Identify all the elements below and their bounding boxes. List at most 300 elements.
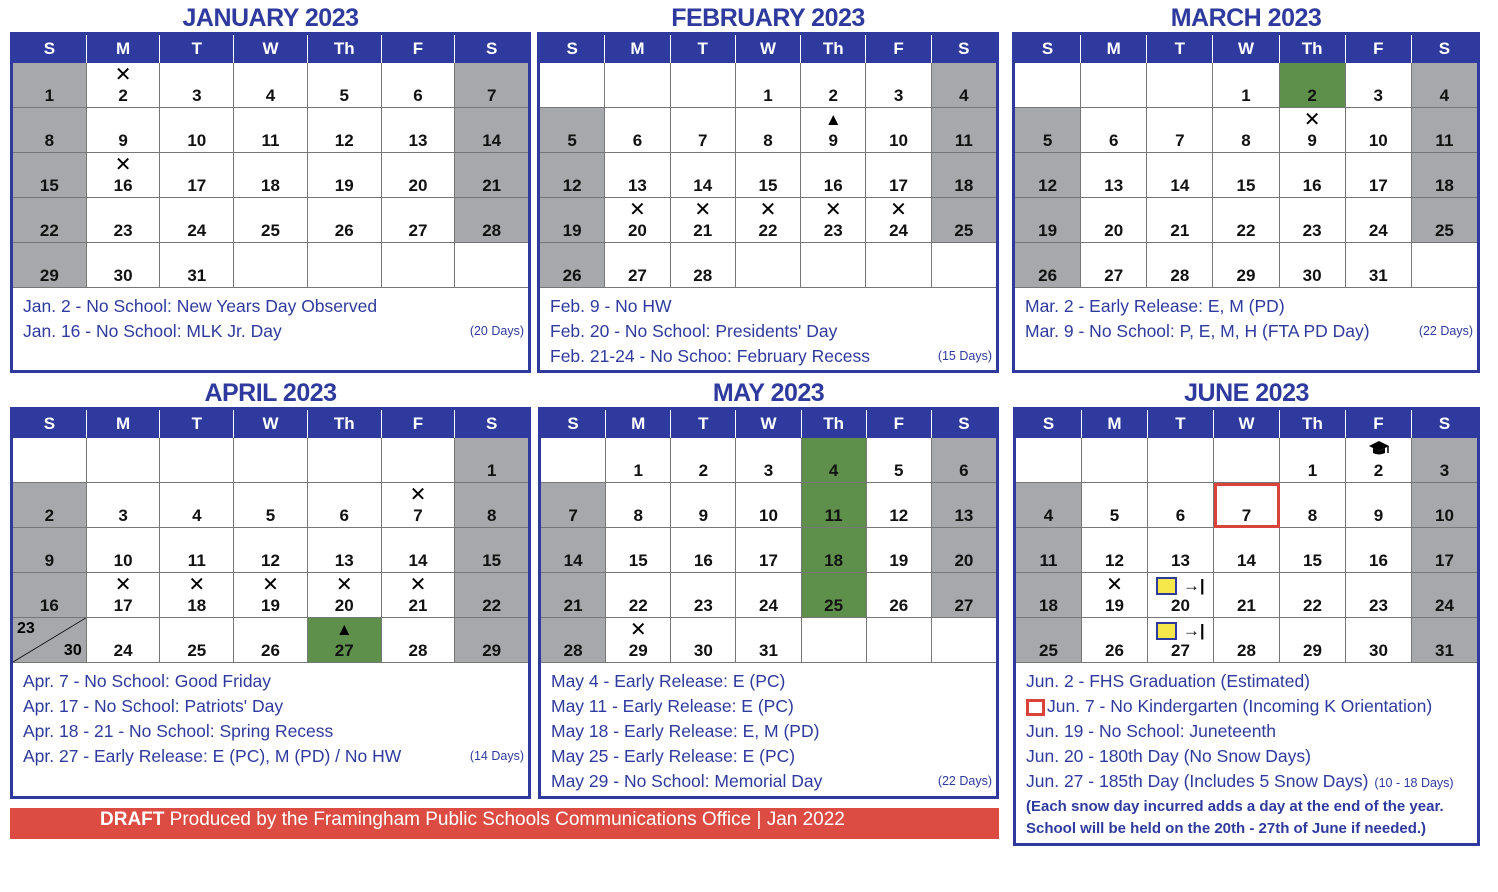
day-cell [234,198,308,243]
day-cell [455,243,528,288]
day-cell [932,108,996,153]
day-number: 18 [187,596,207,615]
day-number: 26 [562,266,582,285]
day-cell [87,243,161,288]
day-cell [87,153,161,198]
footer-banner [10,808,999,839]
red-square-icon [1026,699,1045,716]
weekday-header [1015,35,1477,63]
day-cell [1280,243,1346,288]
day-number: 30 [113,266,133,285]
day-number: 11 [954,131,973,150]
day-cell [1082,528,1148,573]
day-number: 21 [1237,596,1256,615]
note-line [551,744,986,769]
day-number: 8 [1307,506,1318,525]
week-row [13,483,528,528]
day-cell [671,573,736,618]
school-days-count: (10 - 18 Days) [1374,776,1454,790]
day-number: 9 [44,551,55,570]
day-cell [1346,108,1412,153]
weekday-header [13,410,528,438]
week-row [1015,108,1477,153]
day-number: 18 [1434,176,1454,195]
week-row [541,483,996,528]
week-row [1016,528,1477,573]
week-row [13,108,528,153]
weekday-label: W [736,35,801,63]
day-cell [382,243,456,288]
weekday-label: Th [1280,35,1346,63]
day-number: 1 [1241,86,1251,105]
day-number: 30 [693,641,713,660]
day-cell [1412,573,1477,618]
week-row [13,573,528,618]
day-number: 10 [113,551,133,570]
day-number: 28 [1237,641,1256,660]
day-number: 8 [633,506,643,525]
day-number: 4 [1439,86,1450,105]
day-number: 13 [1104,176,1124,195]
day-cell [671,108,736,153]
no-school-x-icon: ✕ [824,199,842,221]
day-cell [1280,108,1346,153]
day-cell [1213,63,1279,108]
weekday-label: S [1438,39,1451,58]
weekday-label: M [87,410,161,438]
day-cell [1214,438,1280,483]
day-cell [1214,618,1280,663]
weekday-label: S [1438,414,1451,433]
note-text: Jan. 2 - No School: New Years Day Observed [23,296,378,316]
day-cell [605,63,670,108]
day-number: 3 [1373,86,1383,105]
no-school-x-icon: ✕ [114,154,132,176]
note-line [1026,769,1467,796]
day-number: 18 [954,176,974,195]
day-cell [736,108,801,153]
school-days-count: (20 Days) [469,324,524,338]
day-cell [1346,528,1412,573]
week-row [1016,618,1477,663]
day-cell [308,108,382,153]
weekday-label: T [671,35,736,63]
day-number: 27 [334,641,354,660]
footer-draft-label: DRAFT [100,809,165,830]
weekday-label: S [486,414,498,433]
week-row [13,528,528,573]
day-cell [1081,153,1147,198]
day-number: 13 [408,131,428,150]
graduation-cap-icon [1346,440,1411,462]
day-cell [1346,618,1412,663]
month-title: MAY 2023 [712,379,825,407]
day-cell [606,483,671,528]
day-cell [1213,108,1279,153]
day-number: 20 [1104,221,1124,240]
day-number: 4 [828,461,839,480]
day-number: 31 [187,266,207,285]
day-cell [87,618,161,663]
day-number: 20 [408,176,428,195]
day-cell [866,108,931,153]
day-cell [1015,243,1081,288]
day-number: 6 [339,506,349,525]
day-cell [606,438,671,483]
note-text: Feb. 21-24 - No Schoo: February Recess [550,346,871,366]
day-cell [867,528,932,573]
day-cell [160,438,234,483]
day-cell [1214,483,1280,528]
day-cell [866,63,931,108]
day-cell [867,618,932,663]
day-number: 24 [1435,596,1454,615]
day-cell [1280,63,1346,108]
day-number: 11 [1039,551,1058,570]
day-cell [13,618,87,663]
day-cell [541,528,606,573]
day-cell [1081,108,1147,153]
day-cell [1346,483,1412,528]
day-number: 21 [693,221,713,240]
day-number: 3 [118,506,128,525]
day-number: 13 [334,551,354,570]
note-text: May 29 - No School: Memorial Day [551,771,823,791]
day-number: 12 [261,551,280,570]
week-row [1015,63,1477,108]
day-cell [1213,198,1279,243]
day-number: 7 [413,506,423,525]
day-number: 16 [39,596,59,615]
day-cell [308,618,382,663]
note-text: Jun. 2 - FHS Graduation (Estimated) [1026,671,1310,691]
day-number: 7 [697,131,708,150]
day-number: 5 [339,86,349,105]
day-number: 2 [1373,461,1384,480]
day-number: 7 [1175,131,1185,150]
day-number: 22 [482,596,502,615]
day-cell [87,108,161,153]
weekday-label: F [382,410,456,438]
day-number: 19 [562,221,582,240]
week-row [13,153,528,198]
day-number: 23 [693,596,713,615]
day-cell [1015,108,1081,153]
day-number: 21 [408,596,428,615]
school-days-count: (15 Days) [937,349,992,363]
day-cell [455,528,528,573]
day-number: 6 [1108,131,1119,150]
day-cell [382,63,456,108]
weekday-label: F [1346,410,1412,438]
day-cell [802,618,867,663]
note-text: Mar. 2 - Early Release: E, M (PD) [1025,296,1285,316]
day-cell [382,528,456,573]
day-cell [455,573,528,618]
day-number: 19 [1105,596,1124,615]
day-number: 6 [959,461,969,480]
day-cell [1147,108,1213,153]
day-cell [606,573,671,618]
weekday-label: M [606,410,671,438]
note-line [1026,744,1467,769]
day-number: 29 [1303,641,1322,660]
day-number: 25 [954,221,974,240]
day-cell [932,438,996,483]
day-cell [671,198,736,243]
day-number: 16 [1302,176,1322,195]
weekday-label: S [486,39,498,58]
day-number: 17 [187,176,207,195]
day-cell [1412,618,1477,663]
month-box [538,407,999,799]
day-number: 17 [1368,176,1388,195]
day-cell [234,483,308,528]
day-number: 16 [113,176,133,195]
weekday-header [541,410,996,438]
note-text: Apr. 17 - No School: Patriots' Day [23,696,284,716]
day-cell [160,198,234,243]
note-line [551,694,986,719]
day-cell [1081,63,1147,108]
day-cell [1081,243,1147,288]
day-number: 2 [698,461,709,480]
note-line [551,719,986,744]
day-number: 19 [261,596,280,615]
day-cell [308,153,382,198]
day-cell [736,243,801,288]
day-cell [671,618,736,663]
day-cell [160,243,234,288]
day-number: 20 [627,221,647,240]
day-cell [160,483,234,528]
week-row [1016,483,1477,528]
note-line [550,294,986,319]
day-cell [382,198,456,243]
month-box [1012,32,1480,373]
day-number: 1 [486,461,497,480]
day-cell [1082,618,1148,663]
day-cell [605,198,670,243]
day-cell [455,198,528,243]
snow-day-icon: →| [1148,575,1213,596]
day-number: 26 [334,221,354,240]
day-cell [1016,483,1082,528]
day-number: 29 [1236,266,1256,285]
day-number: 11 [187,551,206,570]
weekday-label: S [1015,35,1081,63]
day-cell [1346,153,1412,198]
day-cell [1280,573,1346,618]
weekday-label: Th [308,410,382,438]
day-number: 12 [1038,176,1058,195]
day-number: 12 [889,506,909,525]
day-cell [802,528,867,573]
month-notes [541,663,996,796]
day-cell [605,243,670,288]
day-cell [160,528,234,573]
day-number: 5 [1042,131,1053,150]
day-cell [736,198,801,243]
day-number: 24 [113,641,133,660]
day-cell [540,198,605,243]
day-cell [801,153,866,198]
day-cell [382,108,456,153]
day-number: 13 [1171,551,1190,570]
day-number: 2 [44,506,55,525]
week-row [13,198,528,243]
day-number: 15 [482,551,502,570]
day-cell [308,243,382,288]
day-number: 30 [1369,641,1388,660]
day-cell [736,63,801,108]
note-text: Jun. 20 - 180th Day (No Snow Days) [1026,746,1311,766]
weekday-label: F [866,35,931,63]
weekday-label: Th [308,35,382,63]
day-number: 15 [1303,551,1322,570]
day-cell [1412,438,1477,483]
day-cell [801,108,866,153]
day-number: 31 [1435,641,1454,660]
note-text: Jan. 16 - No School: MLK Jr. Day [23,321,282,341]
weekday-header [540,35,996,63]
day-cell [802,438,867,483]
day-number: 27 [954,596,974,615]
no-school-x-icon: ✕ [262,574,279,596]
no-school-x-icon: ✕ [114,574,132,596]
day-number: 4 [959,86,969,105]
day-cell [455,483,528,528]
day-number: 23 [1369,596,1388,615]
day-number: 2 [828,86,838,105]
day-number: 16 [1369,551,1388,570]
day-cell [1280,483,1346,528]
day-number: 11 [261,131,280,150]
day-grid [541,438,996,663]
day-number: 30 [63,642,82,659]
day-number: 1 [763,86,773,105]
day-cell [308,198,382,243]
weekday-label: Th [1280,410,1346,438]
weekday-label: S [540,35,605,63]
day-cell [1412,198,1477,243]
day-number: 4 [192,506,202,525]
day-cell [541,483,606,528]
day-number: 17 [113,596,133,615]
day-cell [87,483,161,528]
day-cell [1082,483,1148,528]
day-number: 27 [1104,266,1124,285]
day-cell [1214,528,1280,573]
day-number: 6 [632,131,643,150]
day-cell [1148,573,1214,618]
day-number: 5 [265,506,276,525]
day-cell [1412,243,1477,288]
note-text: Jun. 7 - No Kindergarten (Incoming K Orientation) [1047,696,1433,716]
day-number: 29 [39,266,59,285]
day-number: 9 [1373,506,1384,525]
day-cell [455,438,528,483]
day-number: 14 [563,551,583,570]
week-row [540,198,996,243]
day-cell [736,573,801,618]
day-cell [671,528,736,573]
day-cell [308,63,382,108]
day-cell [160,63,234,108]
day-cell [1147,198,1213,243]
day-number: 27 [627,266,647,285]
week-row [13,618,528,663]
day-cell [540,243,605,288]
week-row [541,528,996,573]
weekday-label: S [541,410,606,438]
day-number: 26 [1105,641,1124,660]
day-number: 21 [563,596,583,615]
day-number: 28 [408,641,428,660]
week-row [540,243,996,288]
day-cell [234,618,308,663]
day-cell [234,63,308,108]
month-notes [540,288,996,370]
day-number: 26 [889,596,909,615]
note-line [23,719,518,744]
day-cell [1280,153,1346,198]
day-grid [13,63,528,288]
day-number: 1 [1307,461,1318,480]
day-number: 17 [759,551,778,570]
day-cell [1280,198,1346,243]
day-number: 9 [828,131,838,150]
week-row [13,438,528,483]
day-cell [866,243,931,288]
day-number: 7 [568,506,578,525]
no-school-x-icon: ✕ [629,199,646,221]
day-cell [866,153,931,198]
day-cell [234,108,308,153]
day-cell [1412,63,1477,108]
note-line [23,294,518,319]
day-number: 21 [482,176,502,195]
day-cell [671,153,736,198]
day-cell [13,108,87,153]
day-cell [606,618,671,663]
weekday-label: W [234,35,308,63]
day-cell [605,153,670,198]
week-row [541,573,996,618]
day-number: 1 [44,86,55,105]
note-text: May 18 - Early Release: E, M (PD) [551,721,820,741]
note-line [1026,669,1467,694]
day-number: 10 [1368,131,1388,150]
day-number: 11 [1435,131,1454,150]
note-line [551,669,986,694]
day-cell [234,153,308,198]
note-text: Feb. 9 - No HW [550,296,672,316]
weekday-label: M [87,35,161,63]
triangle-icon: ▲ [824,110,842,129]
day-number: 2 [1307,86,1317,105]
week-row [13,63,528,108]
note-line [1026,694,1467,719]
day-cell [1147,243,1213,288]
day-number: 9 [1307,131,1317,150]
day-number: 10 [187,131,207,150]
day-number: 19 [889,551,909,570]
note-text: May 4 - Early Release: E (PC) [551,671,786,691]
no-school-x-icon: ✕ [409,484,427,506]
day-cell [87,63,161,108]
month-title: JANUARY 2023 [182,4,359,32]
